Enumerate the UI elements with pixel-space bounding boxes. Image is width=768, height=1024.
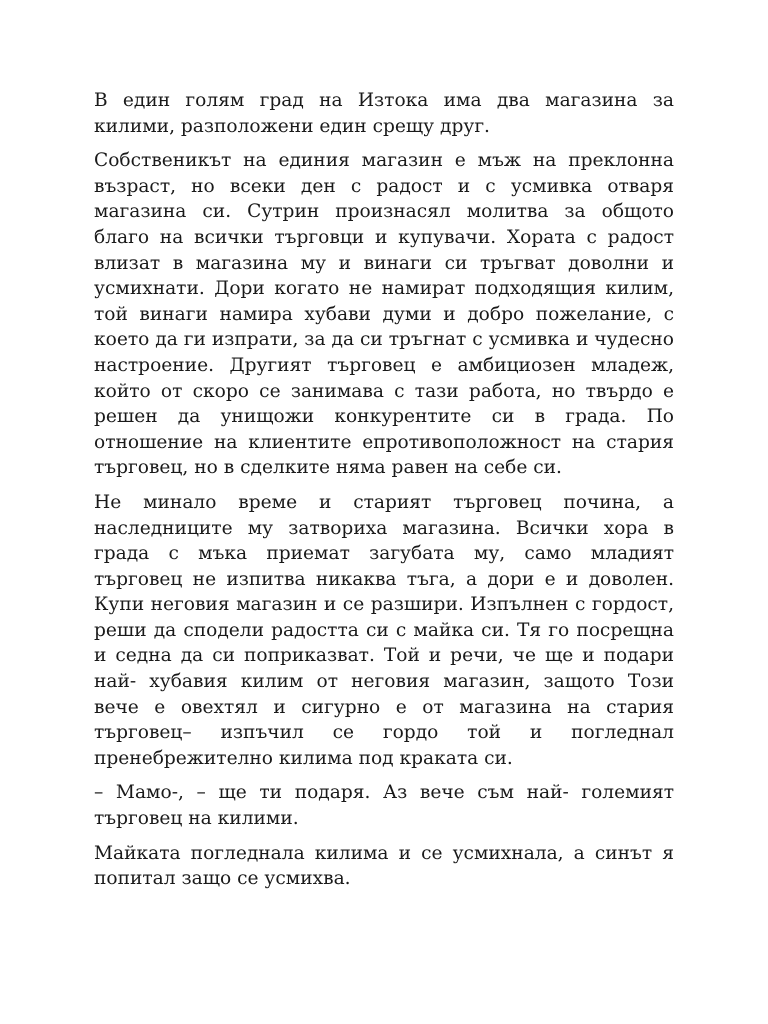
paragraph-1: В един голям град на Изтока има два магазина за килими, разположени един срещу друг. — [94, 90, 674, 137]
paragraph-2: Собственикът на единия магазин е мъж на преклонна възраст, но всеки ден с радост и с усмивка отваря магазина си. Сутрин произнасял молитва за общото благо на всички търговци и купувачи. Хората с радост влизат в магазина му и винаги си тръгват доволни и усмихнати. Дори когато не намират подходящия килим, той винаги намира хубави думи и добро пожелание, с което да ги изпрати, за да си тръгнат с усмивка и чудесно настроение. Другият търговец е амбициозен младеж, който от скоро се занимава с тази работа, но твърдо е решен да унищожи конкурентите си в града. По отношение на клиентите епротивоположност на стария търговец, но в сделките няма равен на себе си. — [94, 150, 674, 479]
paragraph-3: Не минало време и старият търговец почина, а наследниците му затвориха магазина. Всички хора в града с мъка приемат загубата му, само младият търговец не изпитва никаква тъга, а дори е и доволен. Купи неговия магазин и се разшири. Изпълнен с гордост, реши да сподели радостта си с майка си. Тя го посрещна и седна да си поприказват. Той и речи, че ще и подари най- хубавия килим от неговия магазин, защото Този вече е овехтял и сигурно е от магазина на стария търговец– изпъчил се гордо той и погледнал пренебрежително килима под краката си. — [94, 491, 674, 769]
document-page — [94, 88, 674, 901]
paragraph-4: – Мамо-, – ще ти подаря. Аз вече съм най- големият търговец на килими. — [94, 782, 674, 830]
paragraph-5: Майката погледнала килима и се усмихнала, а синът я попитал защо се усмихва. — [94, 842, 674, 890]
